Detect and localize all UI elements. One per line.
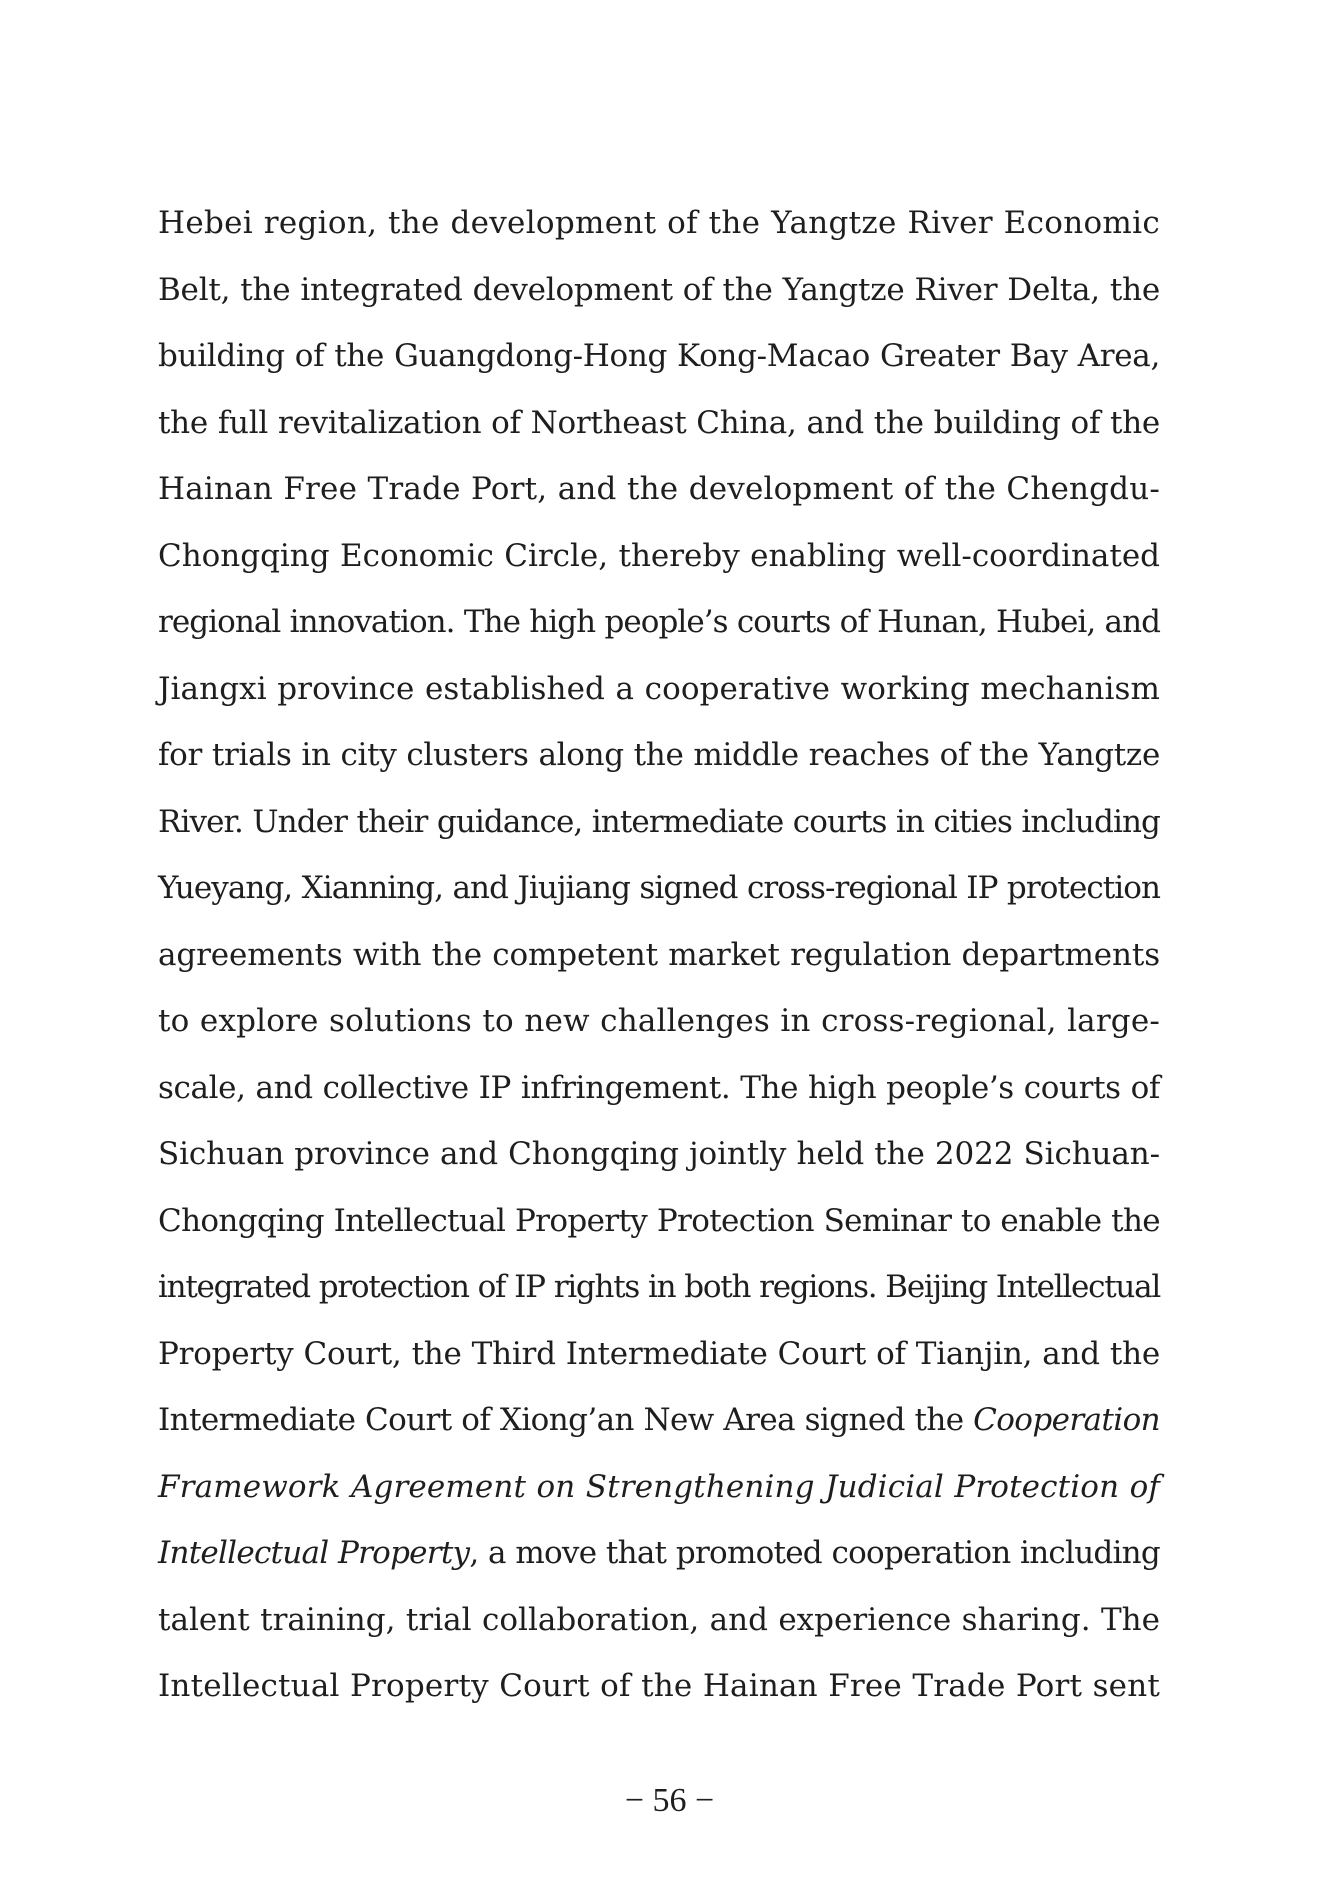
body-paragraph xyxy=(158,190,1160,1720)
text-line: for trials in city clusters along the middle reaches of the Yangtze xyxy=(158,737,1160,773)
text-line: Sichuan province and Chongqing jointly held the 2022 Sichuan- xyxy=(158,1136,1160,1172)
page-number: − 56 − xyxy=(624,1782,715,1819)
text-line: Property Court, the Third Intermediate Court of Tianjin, and the xyxy=(158,1335,1160,1372)
text-line: Jiangxi province established a cooperative working mechanism xyxy=(158,670,1160,707)
line-suffix: , a move that promoted cooperation including xyxy=(469,1535,1160,1571)
text-line: Belt, the integrated development of the Yangtze River Delta, the xyxy=(158,271,1160,308)
text-line: Yueyang, Xianning, and Jiujiang signed cross-regional IP protection xyxy=(158,870,1160,906)
text-line: scale, and collective IP infringement. The high people’s courts of xyxy=(158,1069,1160,1106)
text-line: the full revitalization of Northeast China, and the building of the xyxy=(158,404,1160,441)
agreement-title-part: Framework Agreement on Strengthening Judicial Protection of xyxy=(158,1468,1160,1505)
agreement-title-part: Intellectual Property xyxy=(158,1535,470,1571)
text-line: Chongqing Economic Circle, thereby enabling well-coordinated xyxy=(158,537,1160,574)
text-line-with-title-start xyxy=(158,1387,1160,1454)
text-line: Chongqing Intellectual Property Protection Seminar to enable the xyxy=(158,1202,1160,1239)
text-line: agreements with the competent market regulation departments xyxy=(158,936,1160,973)
text-line-with-title-end xyxy=(158,1520,1160,1587)
text-line: building of the Guangdong-Hong Kong-Macao Greater Bay Area, xyxy=(158,338,1160,374)
text-line: Hainan Free Trade Port, and the development of the Chengdu- xyxy=(158,471,1160,507)
text-line-title xyxy=(158,1454,1160,1521)
text-line: regional innovation. The high people’s courts of Hunan, Hubei, and xyxy=(158,604,1160,640)
text-line: River. Under their guidance, intermediate courts in cities including xyxy=(158,803,1160,840)
agreement-title-part: Cooperation xyxy=(973,1402,1160,1438)
text-line: integrated protection of IP rights in both regions. Beijing Intellectual xyxy=(158,1269,1160,1305)
text-line: to explore solutions to new challenges in cross-regional, large- xyxy=(158,1003,1160,1039)
line-prefix: Intermediate Court of Xiong’an New Area signed the xyxy=(158,1402,974,1438)
text-line: Hebei region, the development of the Yangtze River Economic xyxy=(158,205,1160,241)
text-line: talent training, trial collaboration, and experience sharing. The xyxy=(158,1601,1160,1638)
text-line: Intellectual Property Court of the Hainan Free Trade Port sent xyxy=(158,1668,1160,1704)
